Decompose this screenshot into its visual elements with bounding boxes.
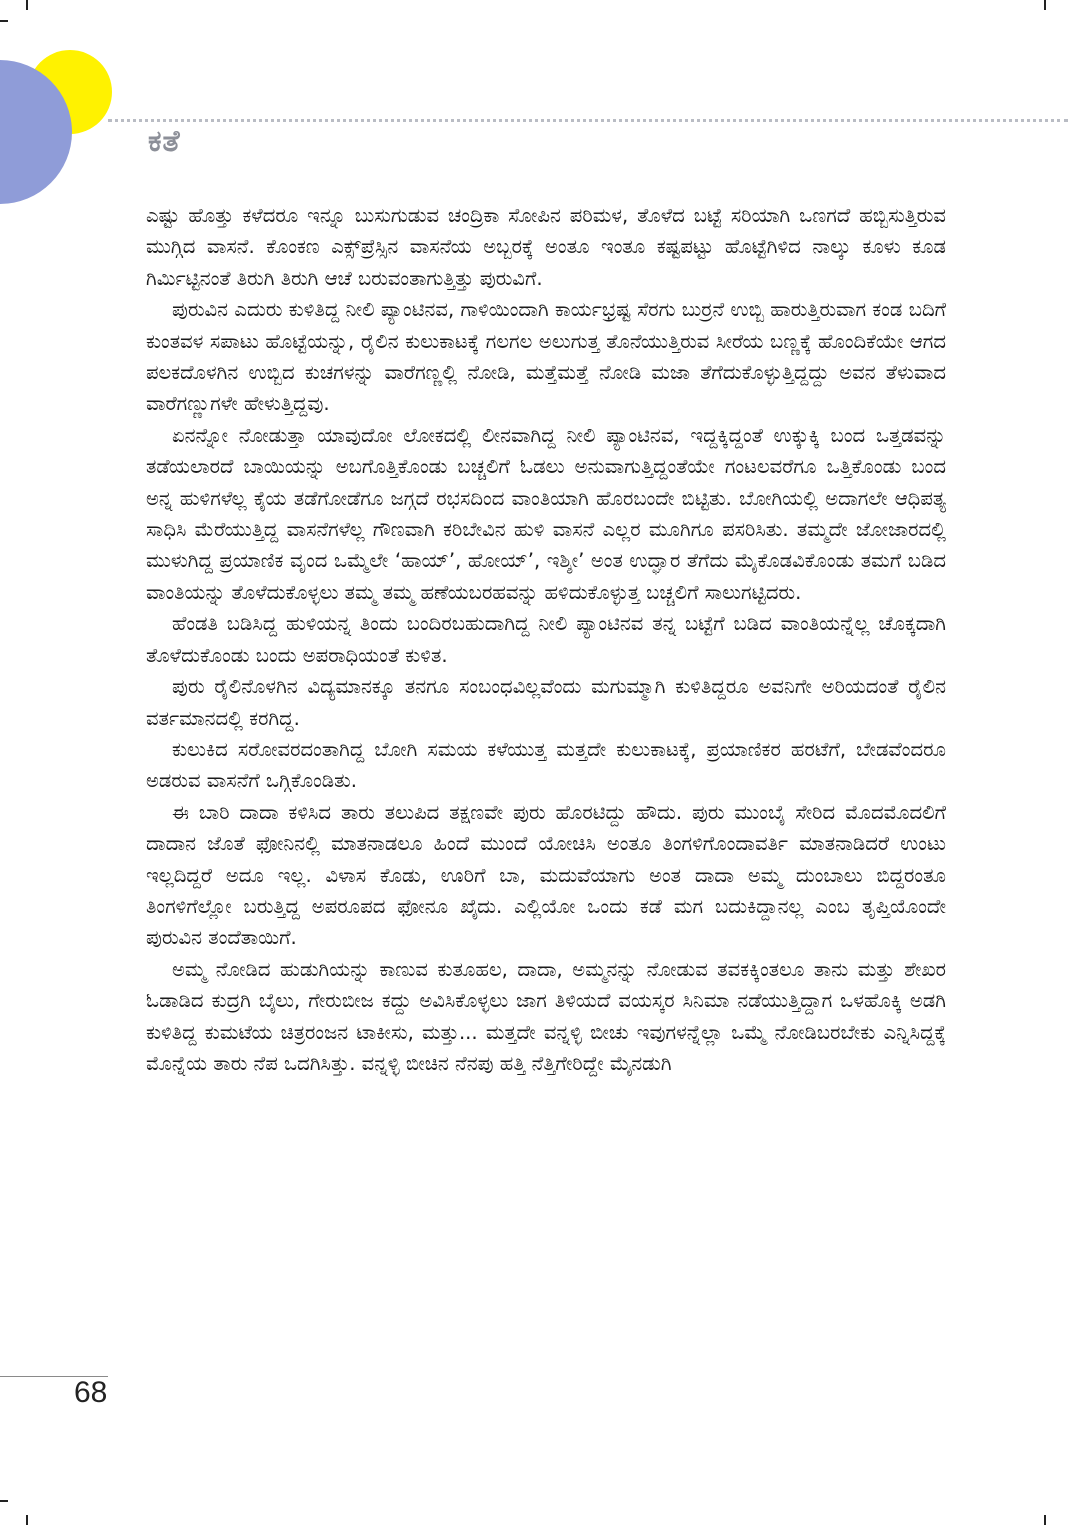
page-number: 68 bbox=[74, 1376, 108, 1409]
paragraph-7: ಈ ಬಾರಿ ದಾದಾ ಕಳಿಸಿದ ತಾರು ತಲುಪಿದ ತಕ್ಷಣವೇ ಪುರು ಹೊರಟಿದ್ದು ಹೌದು. ಪುರು ಮುಂಬೈ ಸೇರಿದ ಮೊದಮೊದಲಿಗೆ ದಾದಾನ ಜೊತೆ ಫೋನಿನಲ್ಲಿ ಮಾತನಾಡಲೂ ಹಿಂದೆ ಮುಂದೆ ಯೋಚಿಸಿ ಅಂತೂ ತಿಂಗಳಿಗೊಂದಾವರ್ತಿ ಮಾತನಾಡಿದರೆ ಉಂಟು ಇಲ್ಲದಿದ್ದರೆ ಅದೂ ಇಲ್ಲ. ವಿಳಾಸ ಕೊಡು, ಊರಿಗೆ ಬಾ, ಮದುವೆಯಾಗು ಅಂತ ದಾದಾ ಅಮ್ಮ ದುಂಬಾಲು ಬಿದ್ದರಂತೂ ತಿಂಗಳಿಗೆಲ್ಲೋ ಬರುತ್ತಿದ್ದ ಅಪರೂಪದ ಫೋನೂ ಖೈದು. ಎಲ್ಲಿಯೋ ಒಂದು ಕಡೆ ಮಗ ಬದುಕಿದ್ದಾನಲ್ಲ ಎಂಬ ತೃಪ್ತಿಯೊಂದೇ ಪುರುವಿನ ತಂದೆತಾಯಿಗೆ. bbox=[146, 800, 946, 950]
dotted-header-rule bbox=[108, 119, 1068, 122]
paragraph-4: ಹೆಂಡತಿ ಬಡಿಸಿದ್ದ ಹುಳಿಯನ್ನ ತಿಂದು ಬಂದಿರಬಹುದಾಗಿದ್ದ ನೀಲಿ ಪ್ಯಾಂಟಿನವ ತನ್ನ ಬಟ್ಟೆಗೆ ಬಡಿದ ವಾಂತಿಯನ್ನೆಲ್ಲ ಚೊಕ್ಕದಾಗಿ ತೊಳೆದುಕೊಂಡು ಬಂದು ಅಪರಾಧಿಯಂತೆ ಕುಳಿತ. bbox=[146, 612, 946, 667]
paragraph-2: ಪುರುವಿನ ಎದುರು ಕುಳಿತಿದ್ದ ನೀಲಿ ಪ್ಯಾಂಟಿನವ, ಗಾಳಿಯಿಂದಾಗಿ ಕಾರ್ಯಭ್ರಷ್ಟ ಸೆರಗು ಬುರ್ರನೆ ಉಬ್ಬಿ ಹಾರುತ್ತಿರುವಾಗ ಕಂಡ ಬದಿಗೆ ಕುಂತವಳ ಸಪಾಟು ಹೊಟ್ಟೆಯನ್ನು, ರೈಲಿನ ಕುಲುಕಾಟಕ್ಕೆ ಗಲಗಲ ಅಲುಗುತ್ತ ತೊನೆಯುತ್ತಿರುವ ಸೀರೆಯ ಬಣ್ಣಕ್ಕೆ ಹೊಂದಿಕೆಯೇ ಆಗದ ಪಲಕದೊಳಗಿನ ಉಬ್ಬಿದ ಕುಚಗಳನ್ನು ವಾರೆಗಣ್ಣಲ್ಲಿ ನೋಡಿ, ಮತ್ತೆಮತ್ತೆ ನೋಡಿ ಮಜಾ ತೆಗೆದುಕೊಳ್ಳುತ್ತಿದ್ದದ್ದು ಅವನ ತೆಳುವಾದ ವಾರೆಗಣ್ಣುಗಳೇ ಹೇಳುತ್ತಿದ್ದವು. bbox=[146, 298, 946, 416]
paragraph-5: ಪುರು ರೈಲಿನೊಳಗಿನ ವಿದ್ಯಮಾನಕ್ಕೂ ತನಗೂ ಸಂಬಂಧವಿಲ್ಲವೆಂದು ಮಗುಮ್ಮಾಗಿ ಕುಳಿತಿದ್ದರೂ ಅವನಿಗೇ ಅರಿಯದಂತೆ ರೈಲಿನ ವರ್ತಮಾನದಲ್ಲಿ ಕರಗಿದ್ದ. bbox=[146, 675, 946, 730]
paragraph-1: ಎಷ್ಟು ಹೊತ್ತು ಕಳೆದರೂ ಇನ್ನೂ ಬುಸುಗುಡುವ ಚಂದ್ರಿಕಾ ಸೋಪಿನ ಪರಿಮಳ, ತೊಳೆದ ಬಟ್ಟೆ ಸರಿಯಾಗಿ ಒಣಗದೆ ಹಬ್ಬಿಸುತ್ತಿರುವ ಮುಗ್ಗಿದ ವಾಸನೆ. ಕೊಂಕಣ ಎಕ್ಸ್‌ಪ್ರೆಸ್ಸಿನ ವಾಸನೆಯ ಅಬ್ಬರಕ್ಕೆ ಅಂತೂ ಇಂತೂ ಕಷ್ಟಪಟ್ಟು ಹೊಟ್ಟೆಗಿಳಿದ ನಾಲ್ಕು ಕೂಳು ಕೂಡ ಗಿರ್ಮಿಟ್ಟಿನಂತೆ ತಿರುಗಿ ತಿರುಗಿ ಆಚೆ ಬರುವಂತಾಗುತ್ತಿತ್ತು ಪುರುವಿಗೆ. bbox=[146, 204, 946, 290]
paragraph-8: ಅಮ್ಮ ನೋಡಿದ ಹುಡುಗಿಯನ್ನು ಕಾಣುವ ಕುತೂಹಲ, ದಾದಾ, ಅಮ್ಮನನ್ನು ನೋಡುವ ತವಕಕ್ಕಿಂತಲೂ ತಾನು ಮತ್ತು ಶೇಖರ ಓಡಾಡಿದ ಕುದ್ರಗಿ ಬೈಲು, ಗೇರುಬೀಜ ಕದ್ದು ಅವಿಸಿಕೊಳ್ಳಲು ಜಾಗ ತಿಳಿಯದೆ ವಯಸ್ಕರ ಸಿನಿಮಾ ನಡೆಯುತ್ತಿದ್ದಾಗ ಒಳಹೊಕ್ಕಿ ಅಡಗಿ ಕುಳಿತಿದ್ದ ಕುಮಟೆಯ ಚಿತ್ರರಂಜನ ಟಾಕೀಸು, ಮತ್ತು... ಮತ್ತದೇ ವನ್ನಳ್ಳಿ ಬೀಚು ಇವುಗಳನ್ನೆಲ್ಲಾ ಒಮ್ಮೆ ನೋಡಿಬರಬೇಕು ಎನ್ನಿಸಿದ್ದಕ್ಕೆ ಮೊನ್ನೆಯ ತಾರು ನೆಪ ಒದಗಿಸಿತ್ತು. ವನ್ನಳ್ಳಿ ಬೀಚಿನ ನೆನಪು ಹತ್ತಿ ನೆತ್ತಿಗೇರಿದ್ದೇ ಮೈನಡುಗಿ bbox=[146, 957, 946, 1075]
section-title: ಕತೆ bbox=[148, 124, 181, 159]
crop-mark-left-bottom bbox=[0, 1500, 8, 1502]
crop-mark-top-right bbox=[1044, 0, 1046, 10]
crop-mark-bottom-left bbox=[26, 1515, 28, 1525]
paragraph-3: ಏನನ್ನೋ ನೋಡುತ್ತಾ ಯಾವುದೋ ಲೋಕದಲ್ಲಿ ಲೀನವಾಗಿದ್ದ ನೀಲಿ ಪ್ಯಾಂಟಿನವ, ಇದ್ದಕ್ಕಿದ್ದಂತೆ ಉಕ್ಕುಕ್ಕಿ ಬಂದ ಒತ್ತಡವನ್ನು ತಡೆಯಲಾರದೆ ಬಾಯಿಯನ್ನು ಅಬಗೊತ್ತಿಕೊಂಡು ಬಚ್ಚಲಿಗೆ ಓಡಲು ಅನುವಾಗುತ್ತಿದ್ದಂತೆಯೇ ಗಂಟಲವರೆಗೂ ಒತ್ತಿಕೊಂಡು ಬಂದ ಅನ್ನ ಹುಳಿಗಳೆಲ್ಲ ಕೈಯ ತಡೆಗೋಡೆಗೂ ಜಗ್ಗದೆ ರಭಸದಿಂದ ವಾಂತಿಯಾಗಿ ಹೊರಬಂದೇ ಬಿಟ್ಟಿತು. ಬೋಗಿಯಲ್ಲಿ ಅದಾಗಲೇ ಆಧಿಪತ್ಯ ಸಾಧಿಸಿ ಮೆರೆಯುತ್ತಿದ್ದ ವಾಸನೆಗಳೆಲ್ಲ ಗೌಣವಾಗಿ ಕರಿಬೇವಿನ ಹುಳಿ ವಾಸನೆ ಎಲ್ಲರ ಮೂಗಿಗೂ ಪಸರಿಸಿತು. ತಮ್ಮದೇ ಜೋಜಾರದಲ್ಲಿ ಮುಳುಗಿದ್ದ ಪ್ರಯಾಣಿಕ ವೃಂದ ಒಮ್ಮೆಲೇ ‘ಹಾಯ್’, ಹೋಯ್’, ಇಶ್ಶೀ’ ಅಂತ ಉದ್ಘಾರ ತೆಗೆದು ಮೈಕೊಡವಿಕೊಂಡು ತಮಗೆ ಬಡಿದ ವಾಂತಿಯನ್ನು ತೊಳೆದುಕೊಳ್ಳಲು ತಮ್ಮ ತಮ್ಮ ಹಣೆಯಬರಹವನ್ನು ಹಳಿದುಕೊಳ್ಳುತ್ತ ಬಚ್ಚಲಿಗೆ ಸಾಲುಗಟ್ಟಿದರು. bbox=[146, 423, 946, 604]
decorative-circles bbox=[0, 0, 140, 220]
paragraph-6: ಕುಲುಕಿದ ಸರೋವರದಂತಾಗಿದ್ದ ಬೋಗಿ ಸಮಯ ಕಳೆಯುತ್ತ ಮತ್ತದೇ ಕುಲುಕಾಟಕ್ಕೆ, ಪ್ರಯಾಣಿಕರ ಹರಟೆಗೆ, ಬೇಡವೆಂದರೂ ಅಡರುವ ವಾಸನೆಗೆ ಒಗ್ಗಿಕೊಂಡಿತು. bbox=[146, 737, 946, 793]
crop-mark-bottom-right bbox=[1044, 1515, 1046, 1525]
story-body bbox=[146, 200, 946, 1079]
